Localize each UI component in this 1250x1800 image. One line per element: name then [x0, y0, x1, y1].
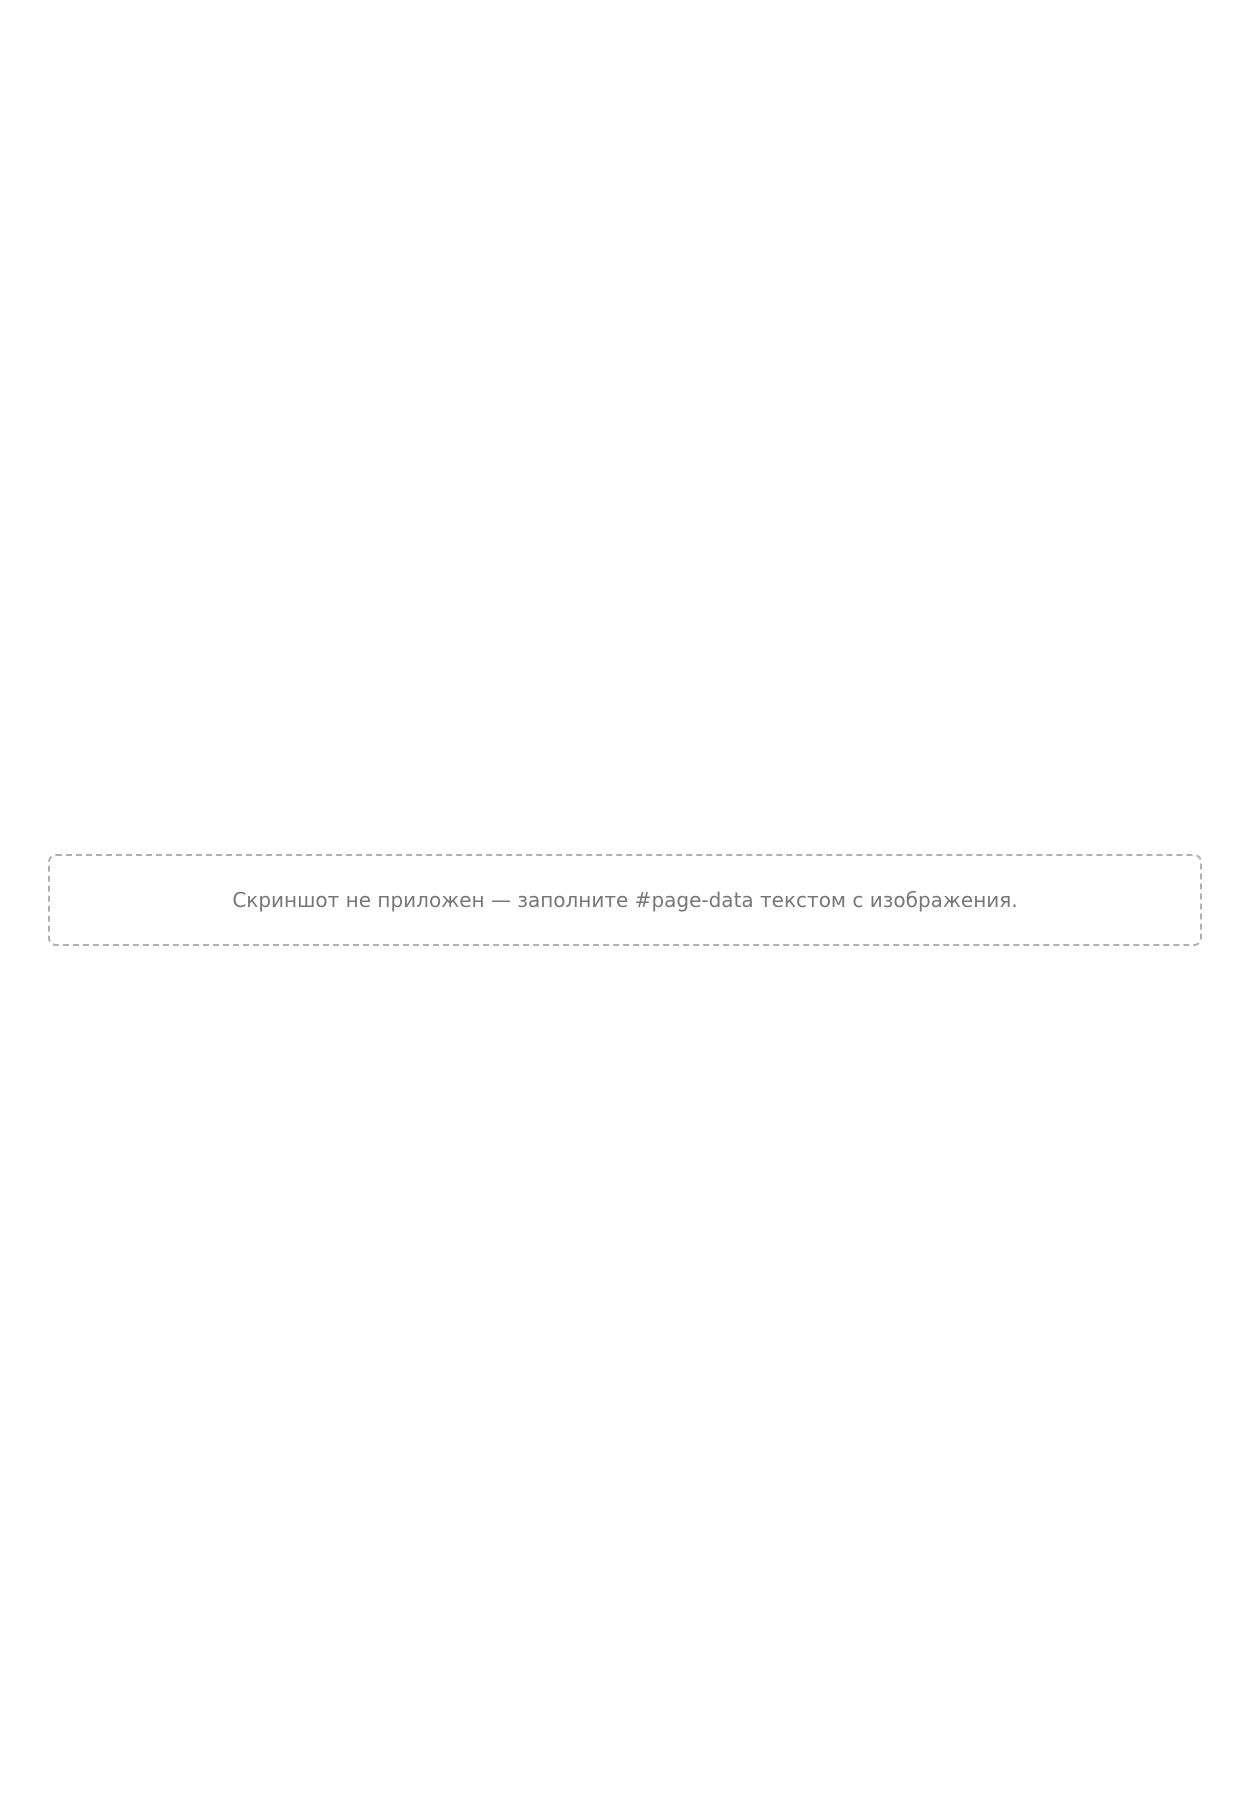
missing-image-notice: Скриншот не приложен — заполните #page-data текстом с изображения.	[48, 854, 1202, 946]
page-title	[48, 40, 1202, 72]
